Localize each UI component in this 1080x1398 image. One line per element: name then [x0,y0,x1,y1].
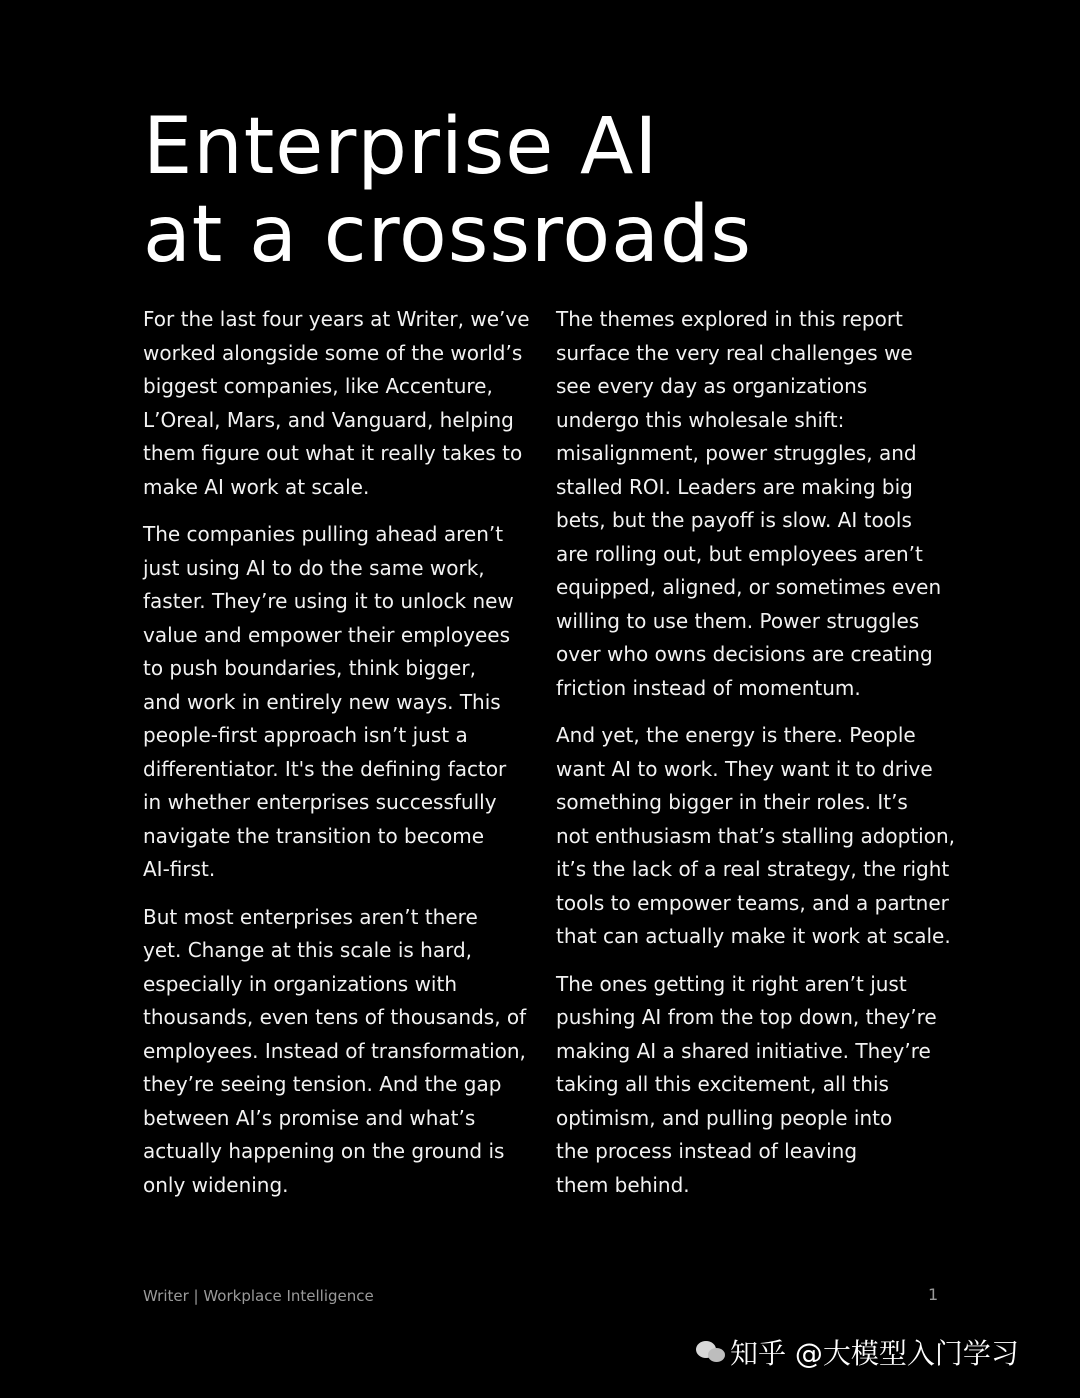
footer-publication-label: Writer | Workplace Intelligence [143,1287,374,1305]
text-line: optimism, and pulling people into [556,1105,893,1130]
text-line: employees. Instead of transformation, [143,1038,526,1063]
text-line: The themes explored in this report [556,307,903,331]
text-line: differentiator. It's the defining factor [143,756,507,781]
paragraph [143,303,531,504]
paragraph [143,901,531,1203]
text-line: want AI to work. They want it to drive [556,756,933,781]
paragraph [556,968,956,1203]
text-line: they’re seeing tension. And the gap [143,1072,502,1096]
text-line: equipped, aligned, or sometimes even [556,575,942,599]
text-line: them behind. [556,1172,690,1197]
text-line: between AI’s promise and what’s [143,1105,476,1130]
text-line: L’Oreal, Mars, and Vanguard, helping [143,407,514,432]
text-line: value and empower their employees [143,622,511,647]
wechat-icon [696,1339,726,1365]
text-line: willing to use them. Power struggles [556,608,920,633]
text-line: especially in organizations with [143,971,457,996]
left-column [143,303,531,1216]
text-line: to push boundaries, think bigger, [143,656,476,680]
page-number: 1 [928,1285,939,1304]
title-line-2: at a crossroads [143,190,753,280]
text-line: actually happening on the ground is [143,1139,505,1163]
paragraph [556,719,956,954]
text-line: And yet, the energy is there. People [556,723,916,747]
text-line: thousands, even tens of thousands, of [143,1005,527,1029]
text-line: only widening. [143,1172,289,1197]
text-line: taking all this excitement, all this [556,1072,889,1096]
text-line: stalled ROI. Leaders are making big [556,474,913,499]
text-line: see every day as organizations [556,374,868,398]
paragraph [556,303,956,705]
text-line: are rolling out, but employees aren’t [556,541,923,566]
text-line: misalignment, power struggles, and [556,441,917,465]
text-line: The ones getting it right aren’t just [556,971,907,996]
text-line: navigate the transition to become [143,823,485,848]
text-line: not enthusiasm that’s stalling adoption, [556,823,955,848]
text-line: biggest companies, like Accenture, [143,374,493,398]
text-line: making AI a shared initiative. They’re [556,1038,931,1063]
text-line: them figure out what it really takes to [143,441,523,465]
text-line: that can actually make it work at scale. [556,924,951,948]
text-line: in whether enterprises successfully [143,790,497,814]
text-line: yet. Change at this scale is hard, [143,938,473,962]
text-line: worked alongside some of the world’s [143,340,523,365]
text-line: undergo this wholesale shift: [556,407,845,432]
text-line: bets, but the payoff is slow. AI tools [556,508,912,532]
text-line: just using AI to do the same work, [143,555,485,580]
text-line: over who owns decisions are creating [556,642,933,666]
text-line: something bigger in their roles. It’s [556,790,908,814]
text-line: But most enterprises aren’t there [143,904,478,929]
text-line: surface the very real challenges we [556,340,913,365]
text-line: AI-first. [143,857,216,881]
watermark-text: 知乎 @大模型入门学习 [730,1337,1019,1370]
text-line: faster. They’re using it to unlock new [143,589,514,613]
text-line: The companies pulling ahead aren’t [143,522,504,546]
right-column [556,303,956,1216]
text-line: friction instead of momentum. [556,675,861,700]
text-line: it’s the lack of a real strategy, the right [556,857,950,881]
text-line: pushing AI from the top down, they’re [556,1005,937,1029]
title-line-1: Enterprise AI [143,102,659,192]
text-line: For the last four years at Writer, we’ve [143,307,530,331]
page-title [143,103,1023,279]
text-line: make AI work at scale. [143,474,370,499]
paragraph [143,518,531,887]
text-line: tools to empower teams, and a partner [556,890,949,915]
text-line: people-first approach isn’t just a [143,723,468,747]
watermark [696,1330,1019,1374]
text-line: the process instead of leaving [556,1139,858,1163]
text-line: and work in entirely new ways. This [143,689,501,714]
